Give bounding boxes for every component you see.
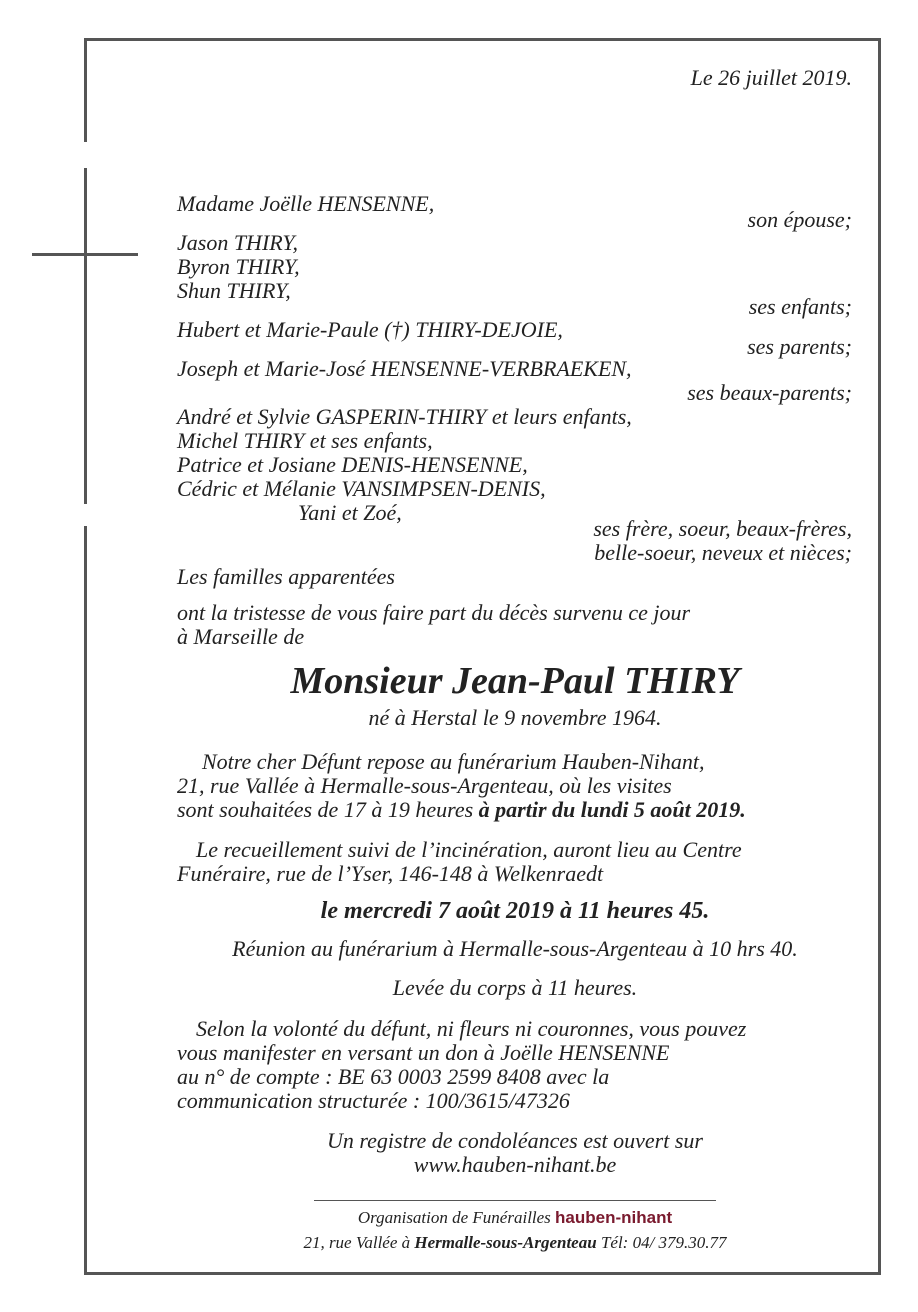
announcement-line: ont la tristesse de vous faire part du décès survenu ce jour bbox=[177, 600, 691, 625]
child-name: Shun THIRY, bbox=[177, 278, 291, 303]
donation-line: Selon la volonté du défunt, ni fleurs ni couronnes, vous pouvez bbox=[196, 1016, 747, 1041]
donation-line: au n° de compte : BE 63 0003 2599 8408 avec la bbox=[177, 1064, 610, 1089]
sibling-entry: Cédric et Mélanie VANSIMPSEN-DENIS, bbox=[177, 476, 546, 501]
ceremony-line: Le recueillement suivi de l’incinération, auront lieu au Centre bbox=[196, 837, 742, 862]
footer-addr-pre: 21, rue Vallée à bbox=[303, 1233, 415, 1252]
visitation-start-date: à partir du lundi 5 août 2019. bbox=[478, 797, 746, 822]
sibling-entry: Michel THIRY et ses enfants, bbox=[177, 428, 433, 453]
frame-right-border bbox=[878, 38, 881, 1275]
announcement-line: à Marseille de bbox=[177, 624, 305, 649]
sibling-entry: André et Sylvie GASPERIN-THIRY et leurs enfants, bbox=[177, 404, 632, 429]
cross-vertical-top bbox=[84, 38, 87, 142]
inlaws-role: ses beaux-parents; bbox=[687, 380, 852, 405]
donation-line: communication structurée : 100/3615/47326 bbox=[177, 1088, 570, 1113]
sibling-entry: Patrice et Josiane DENIS-HENSENNE, bbox=[177, 452, 528, 477]
cross-vertical-middle bbox=[84, 168, 87, 504]
brand-logo: hauben-nihant bbox=[555, 1208, 673, 1227]
footer-addr-tel: Tél: 04/ 379.30.77 bbox=[596, 1233, 727, 1252]
ceremony-line: Funéraire, rue de l’Yser, 146-148 à Welkenraedt bbox=[177, 861, 604, 886]
levee-info: Levée du corps à 11 heures. bbox=[392, 975, 638, 1000]
footer-organisation bbox=[0, 1208, 918, 1228]
siblings-role: belle-soeur, neveux et nièces; bbox=[594, 540, 852, 565]
visitation-line: 21, rue Vallée à Hermalle-sous-Argenteau, où les visites bbox=[177, 773, 672, 798]
spouse-role: son épouse; bbox=[747, 207, 852, 232]
visitation-line: Notre cher Défunt repose au funérarium Hauben-Nihant, bbox=[202, 749, 705, 774]
notice-date: Le 26 juillet 2019. bbox=[690, 65, 852, 90]
footer-addr-town: Hermalle-sous-Argenteau bbox=[414, 1233, 597, 1252]
deceased-birth: né à Herstal le 9 novembre 1964. bbox=[368, 705, 662, 730]
child-name: Jason THIRY, bbox=[177, 230, 299, 255]
relatives: Les familles apparentées bbox=[177, 564, 395, 589]
footer-address bbox=[0, 1233, 918, 1253]
siblings-role: ses frère, soeur, beaux-frères, bbox=[593, 516, 852, 541]
deceased-name: Monsieur Jean-Paul THIRY bbox=[290, 660, 740, 702]
register-url[interactable]: www.hauben-nihant.be bbox=[413, 1152, 617, 1177]
footer-separator bbox=[314, 1200, 716, 1201]
parents-name: Hubert et Marie-Paule (†) THIRY-DEJOIE, bbox=[177, 317, 563, 342]
frame-bottom-border bbox=[84, 1272, 881, 1275]
meeting-info: Réunion au funérarium à Hermalle-sous-Argenteau à 10 hrs 40. bbox=[232, 936, 798, 961]
visitation-line bbox=[177, 798, 746, 822]
visitation-hours: sont souhaitées de 17 à 19 heures bbox=[177, 797, 479, 822]
frame-top-border bbox=[84, 38, 881, 41]
sibling-entry: Yani et Zoé, bbox=[298, 500, 402, 525]
footer-org-label: Organisation de Funérailles bbox=[357, 1208, 556, 1227]
child-name: Byron THIRY, bbox=[177, 254, 300, 279]
donation-line: vous manifester en versant un don à Joëlle HENSENNE bbox=[177, 1040, 670, 1065]
parents-role: ses parents; bbox=[747, 334, 852, 359]
spouse-name: Madame Joëlle HENSENNE, bbox=[177, 191, 435, 216]
register-line: Un registre de condoléances est ouvert sur bbox=[327, 1128, 703, 1153]
inlaws-name: Joseph et Marie-José HENSENNE-VERBRAEKEN, bbox=[177, 356, 632, 381]
cross-horizontal-bar bbox=[32, 253, 138, 256]
ceremony-date: le mercredi 7 août 2019 à 11 heures 45. bbox=[320, 898, 710, 924]
children-role: ses enfants; bbox=[748, 294, 852, 319]
